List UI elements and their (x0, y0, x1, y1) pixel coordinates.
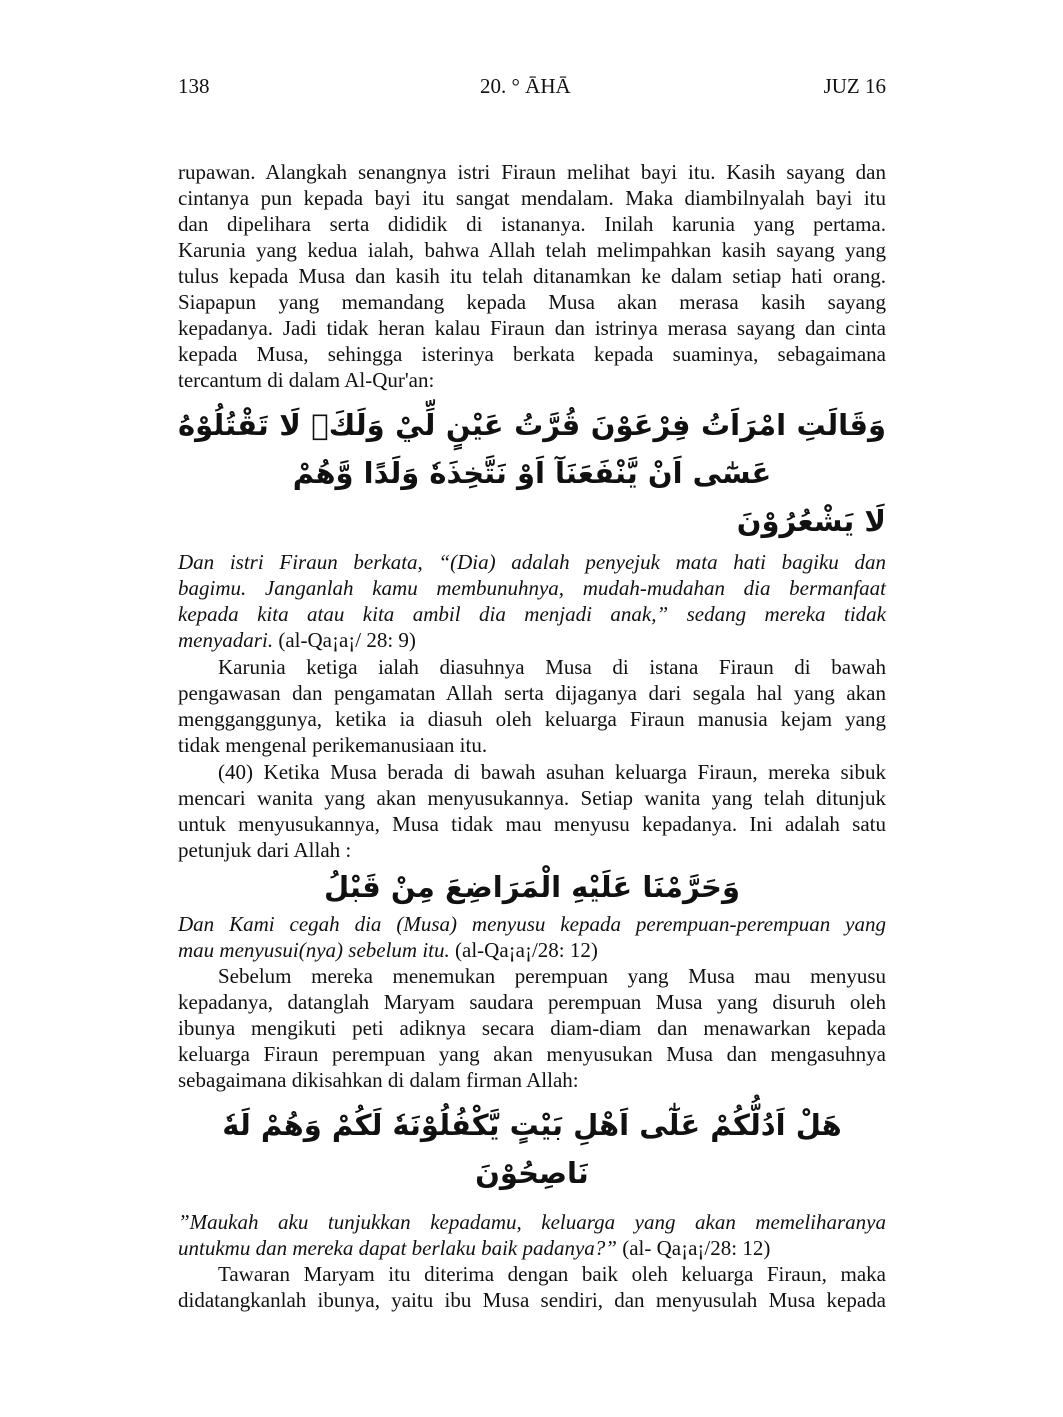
text-line: Dan Kami cegah dia (Musa) menyusu kepada perempuan-perempuan yang (178, 912, 886, 936)
text-line: ibunya mengikuti peti adiknya secara diam-diam dan menawarkan kepada (178, 1016, 886, 1040)
text-line: petunjuk dari Allah : (178, 838, 352, 862)
text-line: kepada kita atau kita ambil dia menjadi anak,” sedang mereka tidak (178, 602, 886, 626)
text-line: keluarga Firaun perempuan yang akan menyusukan Musa dan mengasuhnya (178, 1042, 886, 1066)
arabic-verse (178, 401, 886, 545)
paragraph (178, 759, 886, 863)
surah-title: 20. ° ĀHĀ (480, 74, 571, 98)
text-line: mau menyusui(nya) sebelum itu. (178, 938, 450, 962)
text-line: cintanya pun kepada bayi itu sangat mendalam. Maka diambilnyalah bayi itu (178, 186, 886, 210)
verse-reference: (al-Qa¡a¡/ 28: 9) (273, 628, 416, 652)
text-line: Sebelum mereka menemukan perempuan yang Musa mau menyusu (218, 964, 886, 988)
arabic-line: لَا يَشْعُرُوْنَ (736, 504, 886, 538)
text-line: tulus kepada Musa dan kasih itu telah ditanamkan ke dalam setiap hati orang. (178, 264, 886, 288)
arabic-line: وَقَالَتِ امْرَاَتُ فِرْعَوْنَ قُرَّتُ عَيْنٍ لِّيْ وَلَكَۗ لَا تَقْتُلُوْهُ عَسٰٓى اَنْ يَّنْفَعَنَآ اَوْ نَتَّخِذَهٗ وَلَدًا وَّهُمْ (178, 408, 886, 490)
text-line: mengganggunya, ketika ia diasuh oleh keluarga Firaun manusia kejam yang (178, 707, 886, 731)
page-number: 138 (178, 74, 210, 98)
text-line: untuk menyusukannya, Musa tidak mau menyusu kepadanya. Ini adalah satu (178, 812, 886, 836)
text-line: kepadanya. Jadi tidak heran kalau Firaun dan istrinya merasa sayang dan cinta (178, 316, 886, 340)
translation (178, 549, 886, 653)
text-line-with-reference (178, 627, 886, 653)
text-line: kepadanya, datanglah Maryam saudara perempuan Musa yang disuruh oleh (178, 990, 886, 1014)
text-line: untukmu dan mereka dapat berlaku baik padanya?” (178, 1236, 617, 1260)
juz-label: JUZ 16 (823, 74, 886, 98)
text-line: didatangkanlah ibunya, yaitu ibu Musa sendiri, dan menyusulah Musa kepada (178, 1288, 886, 1312)
paragraph (178, 1261, 886, 1313)
verse-reference: (al-Qa¡a¡/28: 12) (449, 938, 598, 962)
text-line: ”Maukah aku tunjukkan kepadamu, keluarga yang akan memeliharanya (178, 1210, 886, 1234)
paragraph (178, 159, 886, 393)
page-body (178, 159, 886, 1313)
text-line: kepada Musa, sehingga isterinya berkata kepada suaminya, sebagaimana (178, 342, 886, 366)
text-line: Tawaran Maryam itu diterima dengan baik oleh keluarga Firaun, maka (218, 1262, 886, 1286)
text-line: Dan istri Firaun berkata, “(Dia) adalah penyejuk mata hati bagiku dan (178, 550, 886, 574)
text-line: tercantum di dalam Al-Qur'an: (178, 368, 435, 392)
text-line: pengawasan dan pengamatan Allah serta dijaganya dari segala hal yang akan (178, 681, 886, 705)
text-line: Karunia ketiga ialah diasuhnya Musa di istana Firaun di bawah (218, 655, 886, 679)
text-line: dan dipelihara serta dididik di istananya. Inilah karunia yang pertama. (178, 212, 886, 236)
text-line: tidak mengenal perikemanusiaan itu. (178, 733, 488, 757)
translation (178, 1209, 886, 1261)
text-line-with-reference (178, 1235, 886, 1261)
text-line: bagimu. Janganlah kamu membunuhnya, mudah-mudahan dia bermanfaat (178, 576, 886, 600)
text-line: Karunia yang kedua ialah, bahwa Allah telah melimpahkan kasih sayang yang (178, 238, 886, 262)
verse-reference: (al- Qa¡a¡/28: 12) (616, 1236, 771, 1260)
text-line-with-reference (178, 937, 886, 963)
text-line: mencari wanita yang akan menyusukannya. Setiap wanita yang telah ditunjuk (178, 786, 886, 810)
text-line: (40) Ketika Musa berada di bawah asuhan keluarga Firaun, mereka sibuk (218, 760, 886, 784)
text-line: Siapapun yang memandang kepada Musa akan merasa kasih sayang (178, 290, 886, 314)
text-line: menyadari. (178, 628, 274, 652)
arabic-verse: وَحَرَّمْنَا عَلَيْهِ الْمَرَاضِعَ مِنْ قَبْلُ (324, 870, 740, 904)
text-line: sebagaimana dikisahkan di dalam firman Allah: (178, 1068, 579, 1092)
translation (178, 911, 886, 963)
page-header (178, 74, 886, 102)
paragraph (178, 654, 886, 758)
arabic-verse: هَلْ اَدُلُّكُمْ عَلٰٓى اَهْلِ بَيْتٍ يَّكْفُلُوْنَهٗ لَكُمْ وَهُمْ لَهٗ نَاصِحُوْنَ (222, 1108, 842, 1190)
paragraph (178, 963, 886, 1093)
text-line: rupawan. Alangkah senangnya istri Firaun melihat bayi itu. Kasih sayang dan (178, 160, 886, 184)
